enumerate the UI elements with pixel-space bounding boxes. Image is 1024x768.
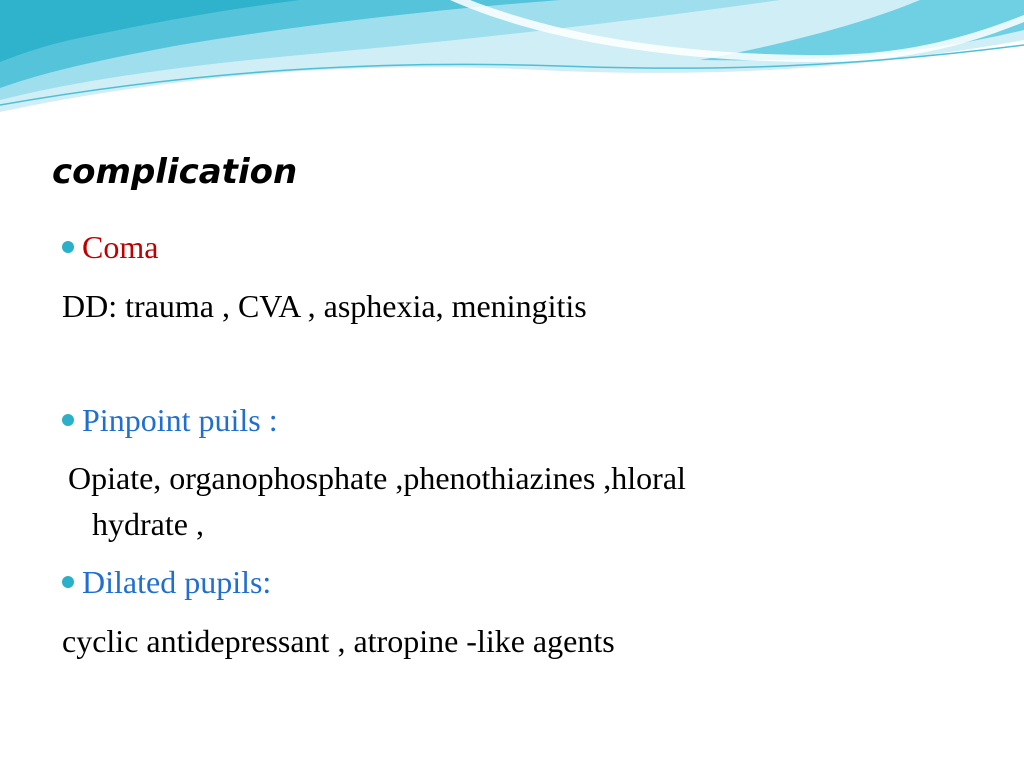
bullet-icon xyxy=(62,576,74,588)
bullet-text-coma: Coma xyxy=(82,229,159,265)
text-opiate-line2: hydrate , xyxy=(92,506,204,542)
bullet-dilated xyxy=(62,559,271,605)
bullet-text-dilated: Dilated pupils: xyxy=(82,564,272,600)
header-wave-decoration xyxy=(0,0,1024,130)
bullet-pinpoint xyxy=(62,397,278,443)
text-opiate xyxy=(68,455,868,547)
bullet-icon xyxy=(62,414,74,426)
text-dd: DD: trauma , CVA , asphexia, meningitis xyxy=(62,288,587,324)
bullet-icon xyxy=(62,241,74,253)
slide-title: complication xyxy=(52,152,298,192)
bullet-text-pinpoint: Pinpoint puils : xyxy=(82,402,278,438)
text-cyclic: cyclic antidepressant , atropine -like agents xyxy=(62,623,615,659)
text-opiate-line1: Opiate, organophosphate ,phenothiazines ,hloral xyxy=(68,460,686,496)
bullet-coma xyxy=(62,224,158,270)
